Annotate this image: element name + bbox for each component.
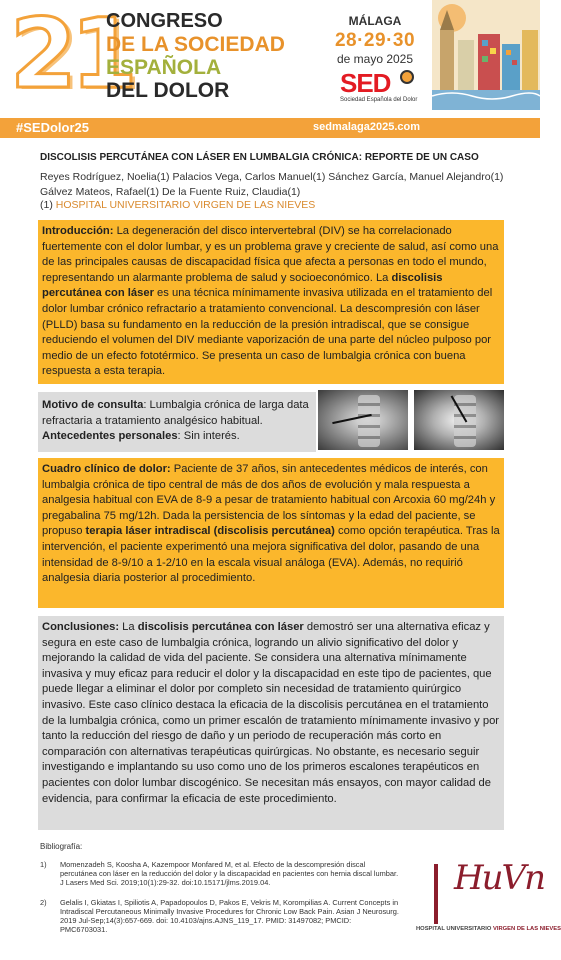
hospital-logo-name-b: VIRGEN DE LAS NIEVES (491, 926, 561, 932)
introduction-text-2: es una técnica mínimamente invasiva utilizada en el tratamiento del dolor lumbar crónico refractario a tratamiento convencional. La descompresión con láser (PLLD) basa su fundamento en la reducción de la presión intradiscal, que se consigue reduciendo el volumen del DIV mediante vaporización de una parte del núcleo pulposo por medio de un efecto fototérmico. Se presenta un caso de lumbalgia crónica con buena respuesta a esta terapia. (42, 287, 493, 378)
conclusions-bold-1: discolisis percutánea con láser (137, 621, 304, 633)
title-line-1: CONGRESO (106, 10, 223, 32)
city-label: MÁLAGA (348, 14, 402, 28)
hospital-logo-name-a: HOSPITAL UNIVERSITARIO (416, 926, 492, 932)
fluoroscopy-images (318, 390, 504, 450)
sed-logo (340, 68, 430, 103)
hospital-logo-name (416, 926, 561, 932)
affiliation-name: HOSPITAL UNIVERSITARIO VIRGEN DE LAS NIEVES (55, 199, 316, 211)
bibliography-item (40, 898, 400, 934)
introduction-section (38, 220, 504, 384)
introduction-text-1: La degeneración del disco intervertebral (DIV) se ha correlacionado fuertemente con el dolor lumbar, y es un problema grave y creciente de salud, así como una de las principales causas de discapacidad física que afecta a personas en todo el mundo, representando un alarmante problema de salud y socioeconómico. La (42, 225, 499, 284)
sed-logo-mark-icon (400, 70, 414, 84)
antecedentes-text: : Sin interés. (177, 430, 240, 443)
fluoroscopy-image-2 (414, 390, 504, 450)
reference-text: Momenzadeh S, Koosha A, Kazempoor Monfared M, et al. Efecto de la descompresión discal percutánea con láser en la reducción del dolor y la discapacidad en pacientes con hernia discal lumbar. J Lasers Med Sci. 2019;10(1):29-32. doi:10.15171/jlms.2019.04. (60, 860, 399, 887)
malaga-illustration-icon (432, 0, 540, 110)
reference-number: 1) (40, 860, 47, 869)
title-line-3: ESPAÑOLA (106, 56, 222, 79)
congress-number: 21 (10, 0, 132, 110)
reference-number: 2) (40, 898, 47, 907)
poster-header (0, 0, 540, 118)
conclusions-label: Conclusiones: (42, 621, 120, 633)
hashtag-band (0, 118, 540, 138)
motivo-text: : Lumbalgia crónica de larga data refractaria a tratamiento analgésico habitual. (42, 399, 309, 427)
congress-place-dates (330, 14, 420, 66)
introduction-bold-1: discolisis percutánea con láser (42, 271, 443, 300)
clinical-text-2: como opción terapéutica. Tras la intervención, el paciente experimentó una mejora significativa del dolor, pasando de una intensidad de 8-9/10 a 1-2/10 en la escala visual análoga (EVA). Además, no requirió analgesia diaria posterior al procedimiento. (42, 525, 500, 585)
conclusions-section (38, 616, 504, 830)
hospital-logo (414, 858, 561, 948)
dates-label: 28·29·30 (334, 30, 416, 51)
hospital-logo-bar-icon (434, 864, 438, 924)
month-label: de mayo 2025 (336, 52, 414, 66)
title-line-4: DEL DOLOR (106, 79, 230, 102)
sed-logo-text: SED (340, 68, 391, 98)
bibliography-item (40, 860, 400, 887)
paper-affiliation (40, 199, 510, 211)
paper-title: DISCOLISIS PERCUTÁNEA CON LÁSER EN LUMBALGIA CRÓNICA: REPORTE DE UN CASO (40, 152, 479, 163)
introduction-label: Introducción: (42, 225, 114, 237)
sed-logo-subtitle: Sociedad Española del Dolor (340, 97, 418, 103)
spine-shape (358, 395, 380, 447)
reference-text: Gelalis I, Gkiatas I, Spiliotis A, Papadopoulos D, Pakos E, Vekris M, Korompilias A. Current Concepts in Intradiscal Percutaneous Minimally Invasive Procedures for Chronic Low Back Pain. Asian J Neurosurg. 2019 Jul-Sep;14(3):657-669. doi: 10.4103/ajns.AJNS_119_17. PMID: 31497082; PMCID: PMC6703031. (60, 898, 399, 934)
antecedentes-label: Antecedentes personales (42, 430, 178, 443)
conclusions-text-1: La (119, 621, 138, 633)
clinical-label: Cuadro clínico de dolor: (42, 463, 171, 475)
paper-authors: Reyes Rodríguez, Noelia(1) Palacios Vega, Carlos Manuel(1) Sánchez García, Manuel Alejandro(1) Gálvez Mateos, Rafael(1) De la Fuente Ruiz, Claudia(1) (40, 171, 504, 198)
motivo-label: Motivo de consulta (42, 399, 144, 411)
affiliation-number: (1) (40, 199, 53, 211)
hashtag-label: #SEDolor25 (16, 120, 89, 135)
fluoroscopy-image-1 (318, 390, 408, 450)
conclusions-text-2: demostró ser una alternativa eficaz y segura en este caso de lumbalgia crónica, logrando un alivio significativo del dolor y mejorando la calidad de vida del paciente. Se considera una alternativa mínimamente invasiva y muy eficaz para reducir el dolor y la discapacidad en este tipo de pacientes, que puede llegar a eliminar el dolor por completo sin necesidad de tratamiento quirúrgico invasivo. Este caso clínico destaca la eficacia de la discolisis percutánea en el tratamiento de la lumbalgia crónica, como un primer escalón de tratamiento mínimamente invasivo y por tanto la reducción del riesgo de daño y un periodo de recuperación más corto en comparación con alternativas terapéuticas quirúrgicas. No obstante, es necesario seguir investigando e implantando su uso como uno de los primeros escalones terapéuticos en pacientes con dolor lumbar discogénico. Se necesitan más ensayos, con mayor calidad de evidencia, para confirmar la eficacia de este procedimiento. (42, 621, 500, 805)
clinical-section (38, 458, 504, 608)
hospital-logo-script: HuVn (454, 858, 544, 898)
clinical-text-1: Paciente de 37 años, sin antecedentes médicos de interés, con lumbalgia crónica de tipo central de más de dos años de evolución y mala respuesta a analgesia habitual con EVA de 8-9 a pesar de tratamiento habitual con Arcoxia 60 mg/24h y pregabalina 75 mg/12h. Dada la persistencia de los síntomas y la edad del paciente, se propuso (42, 463, 496, 538)
website-link[interactable]: sedmalaga2025.com (312, 121, 420, 133)
bibliography-title: Bibliografía: (40, 842, 83, 851)
clinical-bold-1: terapia láser intradiscal (discolisis percutánea) (85, 525, 335, 538)
motivo-section (38, 392, 316, 452)
congress-title (106, 10, 285, 102)
title-line-2: DE LA SOCIEDAD (106, 33, 285, 56)
